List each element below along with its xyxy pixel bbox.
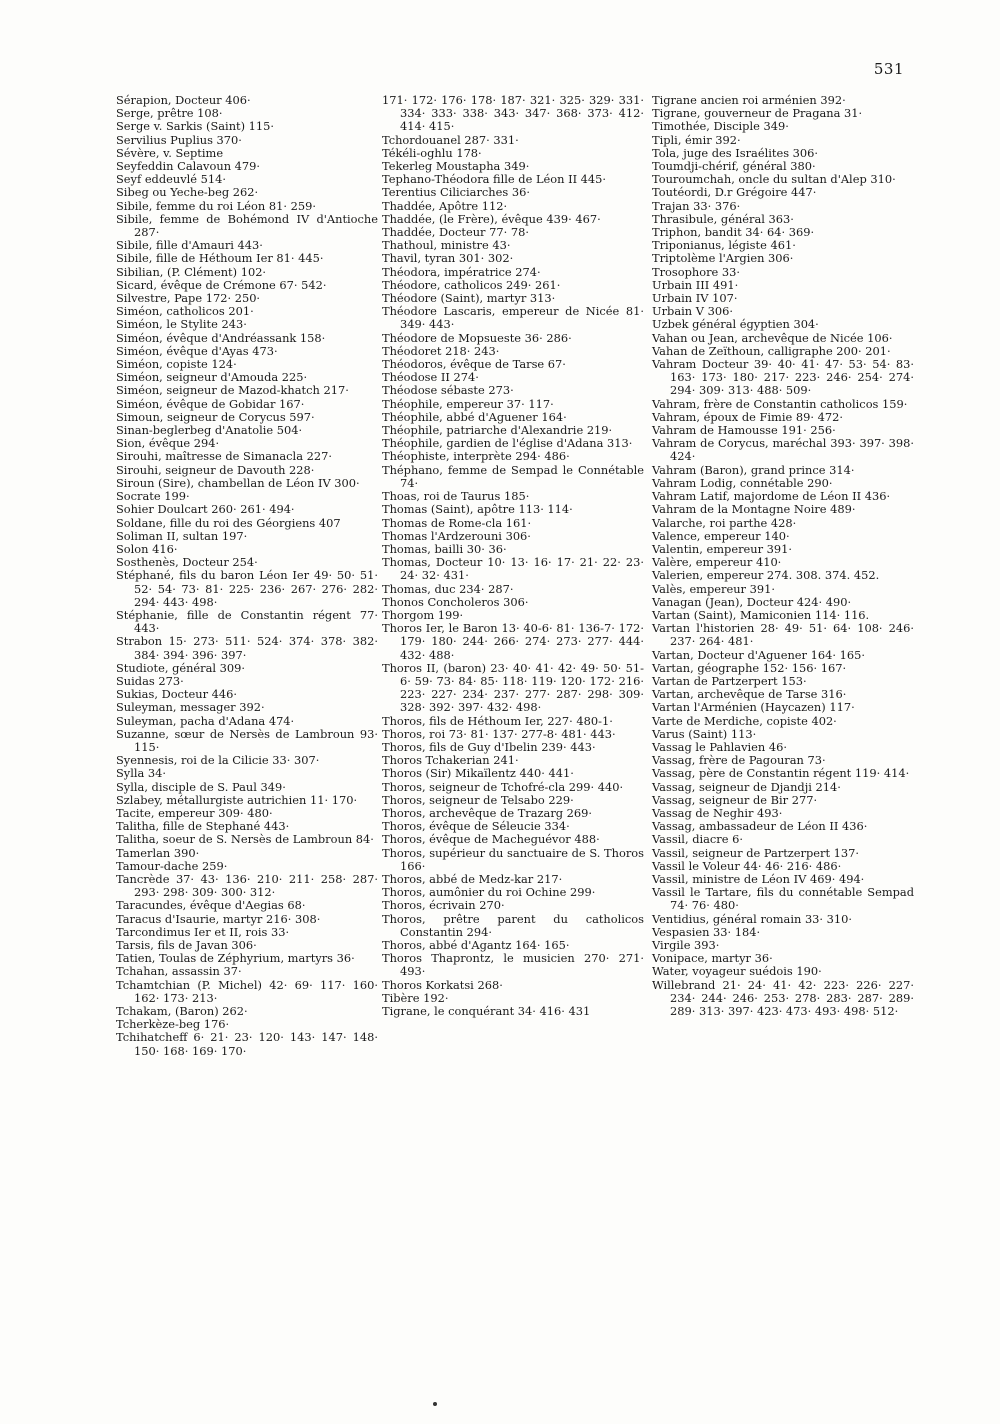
index-entry: Terentius Ciliciarches 36· [382,185,530,200]
index-entry: Ventidius, général romain 33· 310· [652,911,853,926]
index-entry: Suzanne, sœur de Nersès de Lambroun 93· 115· [116,726,378,754]
index-entry: Vassag de Neghir 493· [652,805,783,820]
index-entry: Vahram de Corycus, maréchal 393· 397· 398· 424· [652,436,914,464]
index-entry: Thoros, seigneur de Telsabo 229· [382,792,574,807]
index-entry: Thorgom 199· [382,607,464,622]
index-entry: Vassil le Voleur 44· 46· 216· 486· [652,858,842,873]
index-entry: Thoros, abbé de Medz-kar 217· [382,871,563,886]
index-entry: Simoun, seigneur de Corycus 597· [116,409,315,424]
index-entry: 171· 172· 176· 178· 187· 321· 325· 329· 331· 334· 333· 338· 343· 347· 368· 373· 412· 414· 415· [382,93,644,134]
index-entry: Thomas de Rome-cla 161· [382,515,532,530]
index-entry: Vassil, ministre de Léon IV 469· 494· [652,871,865,886]
index-entry: Tcherkèze-beg 176· [116,1017,230,1032]
index-entry: Trajan 33· 376· [652,198,741,213]
index-entry: Vassil le Tartare, fils du connétable Sempad 74· 76· 480· [652,885,914,913]
index-entry: Théodoros, évêque de Tarse 67· [382,357,566,372]
index-entry: Willebrand 21· 24· 41· 42· 223· 226· 227· 234· 244· 246· 253· 278· 283· 287· 289· 289· 313· 397· 423· 473· 493· 498· 512· [652,977,914,1019]
index-entry: Szlabey, métallurgiste autrichien 11· 170· [116,792,358,807]
index-entry: Siméon, copiste 124· [116,357,237,372]
index-entry: Tekerleg Moustapha 349· [382,159,530,174]
index-entry: Sohier Doulcart 260· 261· 494· [116,502,295,517]
index-entry: Théodore de Mopsueste 36· 286· [382,330,572,345]
index-entry: Tarcondimus Ier et II, rois 33· [116,924,290,939]
index-entry: Vahram, frère de Constantin catholicos 159· [652,396,908,411]
index-entry: Théodore (Saint), martyr 313· [382,291,556,306]
index-entry: Thonos Concholeros 306· [382,594,529,609]
index-entry: Sirouhi, maîtresse de Simanacla 227· [116,449,332,464]
index-entry: Varus (Saint) 113· [652,726,757,741]
index-entry: Stéphanie, fille de Constantin régent 77· 443· [116,607,378,636]
index-entry: Sylla 34· [116,766,167,781]
index-entry: Serge, prêtre 108· [116,106,223,121]
index-entry: Toutéordi, D.r Grégoire 447· [652,185,817,200]
index-entry: Sion, évêque 294· [116,436,220,451]
index-entry: Valentin, empereur 391· [652,541,793,556]
index-entry: Vartan de Partzerpert 153· [652,673,807,688]
index-column-1 [116,94,378,1058]
index-entry: Valarche, roi parthe 428· [652,515,797,530]
index-entry: Tacite, empereur 309· 480· [116,805,273,820]
index-entry: Tchordouanel 287· 331· [382,132,519,147]
index-entry: Valerien, empereur 274. 308. 374. 452. [652,568,880,583]
index-entry: Taracus d'Isaurie, martyr 216· 308· [116,911,321,926]
index-entry: Siroun (Sire), chambellan de Léon IV 300· [116,475,360,490]
index-entry: Vahan ou Jean, archevêque de Nicée 106· [652,330,893,345]
index-entry: Tigrane, le conquérant 34· 416· 431 [382,1004,591,1019]
index-entry: Talitha, soeur de S. Nersès de Lambroun 84· [116,832,374,847]
index-entry: Vartan, archevêque de Tarse 316· [652,687,847,702]
index-entry: Vassag, père de Constantin régent 119· 414· [652,766,910,781]
index-entry: Soldane, fille du roi des Géorgiens 407 [116,515,341,530]
index-entry: Thoros (Sir) Mikaïlentz 440· 441· [382,766,574,781]
index-entry: Seyfeddin Calavoun 479· [116,159,261,174]
index-entry: Thoros Tchakerian 241· [382,753,519,768]
index-entry: Thoas, roi de Taurus 185· [382,489,530,504]
index-entry: Thoros, abbé d'Agantz 164· 165· [382,938,570,952]
index-entry: Tchakam, (Baron) 262· [116,1004,248,1019]
index-entry: Siméon, seigneur de Mazod-khatch 217· [116,383,349,398]
index-entry: Théophile, gardien de l'église d'Adana 313· [382,436,633,451]
index-entry: Vassag, seigneur de Bir 277· [652,792,818,807]
index-entry: Vassag, frère de Pagouran 73· [652,753,826,768]
index-entry: Vahram Latif, majordome de Léon II 436· [652,489,891,504]
index-entry: Thoros Thaprontz, le musicien 270· 271· 493· [382,951,644,979]
index-entry: Thoros, aumônier du roi Ochine 299· [382,885,596,900]
index-entry: Théophiste, interprète 294· 486· [382,449,570,464]
index-entry: Solon 416· [116,541,178,556]
index-entry: Vassag le Pahlavien 46· [652,739,787,754]
index-entry: Valence, empereur 140· [652,528,790,543]
index-entry: Sérapion, Docteur 406· [116,93,251,107]
index-entry: Triptolème l'Argien 306· [652,251,794,266]
index-entry: Thoros Ier, le Baron 13· 40-6· 81· 136-7· 172· 179· 180· 244· 266· 274· 273· 277· 444· 432· 488· [382,621,644,662]
index-entry: Thoros, fils de Guy d'Ibelin 239· 443· [382,739,596,754]
index-entry: Suleyman, pacha d'Adana 474· [116,713,295,728]
index-entry: Théodose II 274· [382,370,479,385]
index-entry: Sibile, fille d'Amauri 443· [116,238,263,253]
index-entry: Suleyman, messager 392· [116,700,265,715]
index-entry: Théodose sébaste 273· [382,383,514,398]
index-entry: Tipli, émir 392· [652,132,741,147]
index-entry: Théophile, empereur 37· 117· [382,396,554,411]
index-entry: Siméon, évêque d'Andréassank 158· [116,330,326,345]
index-entry: Varte de Merdiche, copiste 402· [652,713,837,728]
index-entry: Siméon, catholicos 201· [116,304,254,319]
index-entry: Urbain III 491· [652,277,739,292]
index-entry: Sinan-beglerbeg d'Anatolie 504· [116,423,303,438]
index-entry: Tola, juge des Israélites 306· [652,145,819,160]
index-entry: Thoros, prêtre parent du catholicos Constantin 294· [382,911,644,939]
index-entry: Vassil, seigneur de Partzerpert 137· [652,845,860,860]
index-entry: Tchahan, assassin 37· [116,964,242,979]
index-entry: Servilius Puplius 370· [116,132,242,147]
printer-mark [433,1402,437,1406]
index-entry: Vahram de la Montagne Noire 489· [652,502,856,517]
index-entry: Théophile, patriarche d'Alexandrie 219· [382,423,613,438]
index-entry: Thomas (Saint), apôtre 113· 114· [382,502,573,517]
index-entry: Studiote, général 309· [116,660,246,675]
index-entry: Strabon 15· 273· 511· 524· 374· 378· 382· 384· 394· 396· 397· [116,634,378,662]
index-entry: Siméon, seigneur d'Amouda 225· [116,370,308,385]
index-entry: Théodore Lascaris, empereur de Nicée 81· 349· 443· [382,304,644,332]
index-entry: Tigrane, gouverneur de Pragana 31· [652,106,863,121]
index-entry: Stéphané, fils du baron Léon Ier 49· 50· 51· 52· 54· 73· 81· 225· 236· 267· 276· 282· 294· 443· 498· [116,568,378,609]
index-entry: Tamour-dache 259· [116,858,228,873]
index-entry: Trosophore 33· [652,264,741,279]
index-entry: Vahram de Hamousse 191· 256· [652,423,836,438]
index-entry: Water, voyageur suédois 190· [652,964,822,979]
index-entry: Uzbek général égyptien 304· [652,317,819,332]
index-entry: Timothée, Disciple 349· [652,119,789,134]
index-entry: Vahan de Zeïthoun, calligraphe 200· 201· [652,343,891,358]
index-entry: Thoros, supérieur du sanctuaire de S. Thoros 166· [382,845,644,873]
index-entry: Seyf eddeuvlé 514· [116,172,227,187]
index-entry: Syennesis, roi de la Cilicie 33· 307· [116,753,320,768]
index-entry: Socrate 199· [116,489,190,504]
index-entry: Tékéli-oghlu 178· [382,145,482,160]
index-entry: Sibeg ou Yeche-beg 262· [116,185,259,200]
index-entry: Vassag, ambassadeur de Léon II 436· [652,819,868,834]
index-entry: Taracundes, évêque d'Aegias 68· [116,898,306,913]
index-entry: Siméon, évêque de Gobidar 167· [116,396,305,411]
index-entry: Toumdji-chérif, général 380· [652,159,816,174]
index-entry: Silvestre, Pape 172· 250· [116,291,261,306]
index-entry: Thaddée, Docteur 77· 78· [382,225,529,240]
index-entry: Triponianus, légiste 461· [652,238,796,253]
index-entry: Thoros, archevêque de Trazarg 269· [382,805,593,820]
index-entry: Tibère 192· [382,990,449,1005]
index-entry: Triphon, bandit 34· 64· 369· [652,225,815,240]
index-entry: Urbain V 306· [652,304,733,319]
index-entry: Thoros, fils de Héthoum Ier, 227· 480-1· [382,713,613,728]
index-entry: Thomas, bailli 30· 36· [382,541,507,556]
index-column-2 [382,94,644,1018]
index-entry: Sylla, disciple de S. Paul 349· [116,779,286,794]
index-entry: Siméon, évêque d'Ayas 473· [116,343,278,358]
index-entry: Théphano, femme de Sempad le Connétable 74· [382,462,644,490]
index-entry: Thoros, seigneur de Tchofré-cla 299· 440· [382,779,624,794]
index-entry: Virgile 393· [652,938,720,952]
index-entry: Vanagan (Jean), Docteur 424· 490· [652,594,852,609]
index-entry: Tancrède 37· 43· 136· 210· 211· 258· 287· 293· 298· 309· 300· 312· [116,871,378,900]
page-number: 531 [873,60,904,78]
index-entry: Vonipace, martyr 36· [652,951,773,966]
index-entry: Tchamtchian (P. Michel) 42· 69· 117· 160· 162· 173· 213· [116,977,378,1005]
index-entry: Sibile, femme de Bohémond IV d'Antioche 287· [116,211,378,240]
index-entry: Vahram Lodig, connétable 290· [652,475,833,490]
index-entry: Thathoul, ministre 43· [382,238,511,253]
index-entry: Sévère, v. Septime [116,145,224,160]
index-entry: Sibile, femme du roi Léon 81· 259· [116,198,316,213]
index-entry: Vassag, seigneur de Djandji 214· [652,779,841,794]
index-entry: Thoros II, (baron) 23· 40· 41· 42· 49· 50· 51-6· 59· 73· 84· 85· 118· 119· 120· 172· 216· 223· 227· 234· 237· 277· 287· 298· 309· 328· 392· 397· 432· 498· [382,660,644,715]
index-entry: Tamerlan 390· [116,845,200,860]
index-entry: Thomas, duc 234· 287· [382,581,514,596]
index-entry: Vartan l'Arménien (Haycazen) 117· [652,700,855,715]
index-entry: Sirouhi, seigneur de Davouth 228· [116,462,315,477]
index-entry: Suidas 273· [116,673,184,688]
index-entry: Thomas l'Ardzerouni 306· [382,528,531,543]
index-entry: Serge v. Sarkis (Saint) 115· [116,119,275,134]
index-entry: Vartan, géographe 152· 156· 167· [652,660,847,675]
index-entry: Tephano-Théodora fille de Léon II 445· [382,172,607,187]
index-entry: Thoros, évêque de Macheguévor 488· [382,832,600,847]
index-entry: Thavil, tyran 301· 302· [382,251,514,266]
index-entry: Sosthenès, Docteur 254· [116,555,258,570]
index-entry: Thoros, écrivain 270· [382,898,505,913]
index-entry: Théodoret 218· 243· [382,343,500,358]
index-entry: Vahram, époux de Fimie 89· 472· [652,409,843,424]
index-entry: Théodora, impératrice 274· [382,264,541,279]
index-entry: Tigrane ancien roi arménien 392· [652,93,846,107]
index-entry: Thaddée, (le Frère), évêque 439· 467· [382,211,601,226]
index-entry: Sicard, évêque de Crémone 67· 542· [116,277,327,292]
index-entry: Thoros, roi 73· 81· 137· 277-8· 481· 443· [382,726,616,741]
index-entry: Sukias, Docteur 446· [116,687,238,702]
index-entry: Vartan l'historien 28· 49· 51· 64· 108· 246· 237· 264· 481· [652,621,914,649]
index-entry: Urbain IV 107· [652,291,738,306]
index-entry: Tarsis, fils de Javan 306· [116,938,257,952]
index-entry: Thoros Korkatsi 268· [382,977,503,992]
index-entry: Thoros, évêque de Séleucie 334· [382,819,570,834]
index-entry: Tatien, Toulas de Zéphyrium, martyrs 36· [116,951,355,966]
index-entry: Vartan, Docteur d'Aguener 164· 165· [652,647,865,662]
index-entry: Vahram (Baron), grand prince 314· [652,462,855,477]
index-entry: Théophile, abbé d'Aguener 164· [382,409,567,424]
index-entry: Tchihatcheff 6· 21· 23· 120· 143· 147· 148· 150· 168· 169· 170· [116,1030,378,1058]
index-entry: Talitha, fille de Stephané 443· [116,819,290,834]
index-entry: Sibile, fille de Héthoum Ier 81· 445· [116,251,324,266]
index-entry: Sibilian, (P. Clément) 102· [116,264,267,279]
index-entry: Valère, empereur 410· [652,555,782,570]
index-entry: Soliman II, sultan 197· [116,528,248,543]
index-entry: Valès, empereur 391· [652,581,775,596]
index-entry: Thomas, Docteur 10· 13· 16· 17· 21· 22· 23· 24· 32· 431· [382,555,644,583]
index-entry: Vassil, diacre 6· [652,832,743,847]
index-entry: Touroumchah, oncle du sultan d'Alep 310· [652,172,896,187]
index-entry: Thrasibule, général 363· [652,211,794,226]
index-entry: Vahram Docteur 39· 40· 41· 47· 53· 54· 83· 163· 173· 180· 217· 223· 246· 254· 274· 294· 309· 313· 488· 509· [652,357,914,398]
index-column-3 [652,94,914,1018]
index-entry: Théodore, catholicos 249· 261· [382,277,561,292]
index-entry: Siméon, le Stylite 243· [116,317,247,332]
index-entry: Vespasien 33· 184· [652,924,761,939]
index-entry: Thaddée, Apôtre 112· [382,198,508,213]
index-entry: Vartan (Saint), Mamiconien 114· 116. [652,607,870,622]
